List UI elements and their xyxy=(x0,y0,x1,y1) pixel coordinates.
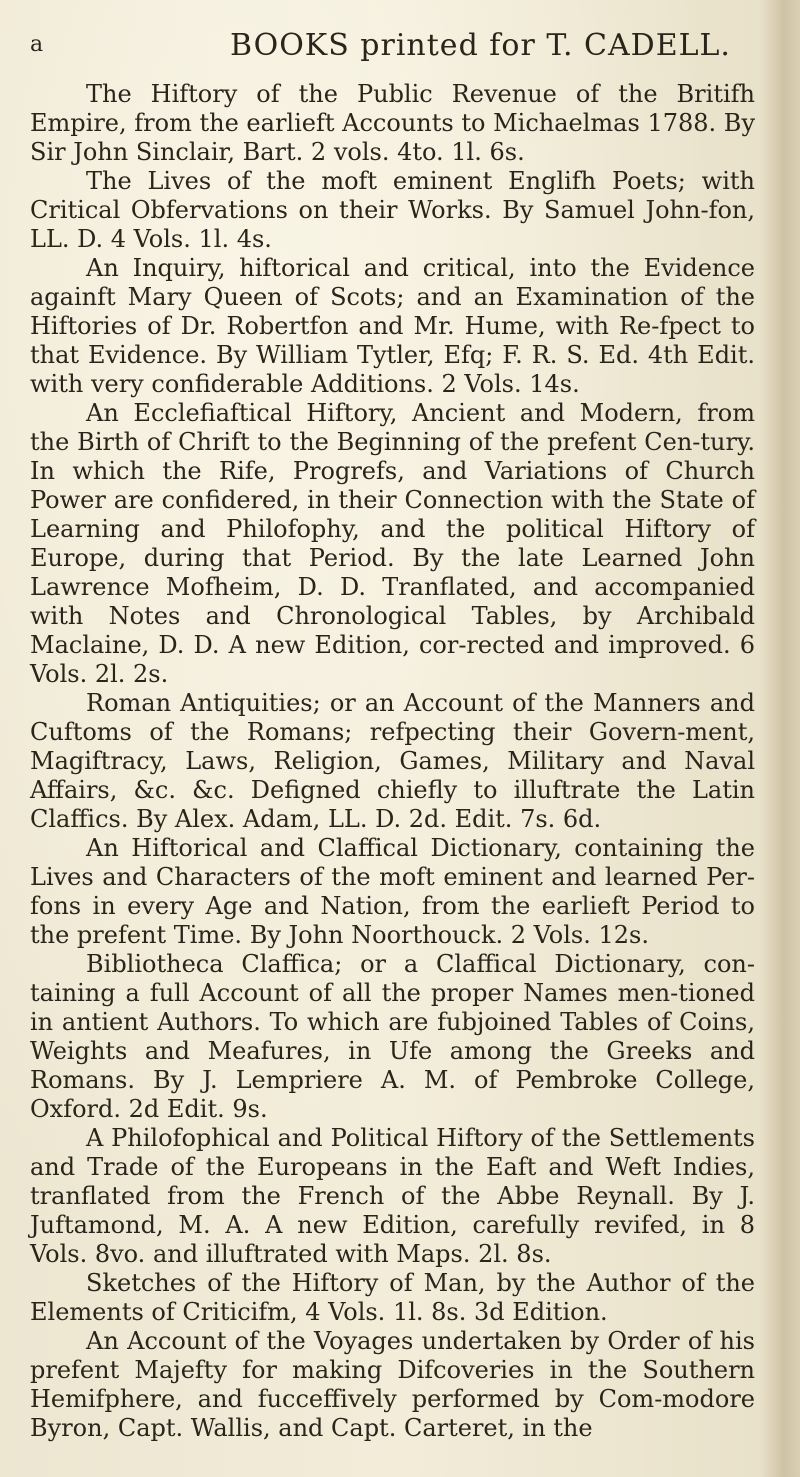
indent xyxy=(30,1327,86,1355)
entry-text: A Philofophical and Political Hiftory of the Settlements and Trade of the Europeans in the Eaft and Weft Indies, tranflated from the French of the Abbe Reynall. By J. Juftamond, M. A. A new Edition, carefully revifed, in 8 Vols. 8vo. and illuftrated with Maps. 2l. 8s. xyxy=(30,1124,755,1268)
indent xyxy=(30,80,86,108)
entry-text: An Hiftorical and Claffical Dictionary, containing the Lives and Characters of the moft eminent and learned Per-fons in every Age and Nation, from the earlieft Period to the prefent Time. By John Noorthouck. 2 Vols. 12s. xyxy=(30,834,755,949)
entry-text: Sketches of the Hiftory of Man, by the Author of the Elements of Criticifm, 4 Vols. 1l. 8s. 3d Edition. xyxy=(30,1269,755,1326)
indent xyxy=(30,1269,86,1297)
catalogue-entry xyxy=(30,80,755,167)
catalogue-entry xyxy=(30,399,755,689)
entry-text: An Inquiry, hiftorical and critical, into the Evidence againft Mary Queen of Scots; and an Examination of the Hiftories of Dr. Robertfon and Mr. Hume, with Re-fpect to that Evidence. By William Tytler, Efq; F. R. S. Ed. 4th Edit. with very confiderable Additions. 2 Vols. 14s. xyxy=(30,254,755,398)
entry-text: An Account of the Voyages undertaken by Order of his prefent Majefty for making Difcoveries in the Southern Hemifphere, and fucceffively performed by Com-modore Byron, Capt. Wallis, and Capt. Carteret, in the xyxy=(30,1327,755,1442)
indent xyxy=(30,254,86,282)
indent xyxy=(30,834,86,862)
page-edge-shadow xyxy=(760,0,800,1477)
entry-text: Bibliotheca Claffica; or a Claffical Dictionary, con-taining a full Account of all the proper Names men-tioned in antient Authors. To which are fubjoined Tables of Coins, Weights and Meafures, in Ufe among the Greeks and Romans. By J. Lempriere A. M. of Pembroke College, Oxford. 2d Edit. 9s. xyxy=(30,950,755,1123)
indent xyxy=(30,950,86,978)
catalogue-entry xyxy=(30,1124,755,1269)
signature-mark: a xyxy=(30,32,45,57)
entry-text: An Ecclefiaftical Hiftory, Ancient and Modern, from the Birth of Chrift to the Beginning of the prefent Cen-tury. In which the Rife, Progrefs, and Variations of Church Power are confidered, in their Connection with the State of Learning and Philofophy, and the political Hiftory of Europe, during that Period. By the late Learned John Lawrence Mofheim, D. D. Tranflated, and accompanied with Notes and Chronological Tables, by Archibald Maclaine, D. D. A new Edition, cor-rected and improved. 6 Vols. 2l. 2s. xyxy=(30,399,755,688)
catalogue-entry xyxy=(30,1269,755,1327)
catalogue-entry xyxy=(30,167,755,254)
catalogue-entry xyxy=(30,1327,755,1443)
indent xyxy=(30,689,86,717)
entry-text: Roman Antiquities; or an Account of the Manners and Cuftoms of the Romans; refpecting their Govern-ment, Magiftracy, Laws, Religion, Games, Military and Naval Affairs, &c. &c. Defigned chiefly to illuftrate the Latin Claffics. By Alex. Adam, LL. D. 2d. Edit. 7s. 6d. xyxy=(30,689,755,833)
catalogue-entry xyxy=(30,254,755,399)
indent xyxy=(30,399,86,427)
catalogue-entry xyxy=(30,689,755,834)
indent xyxy=(30,1124,86,1152)
page-header xyxy=(30,28,730,68)
page-title: BOOKS printed for T. CADELL. xyxy=(230,28,731,63)
entry-text: The Hiftory of the Public Revenue of the Britifh Empire, from the earlieft Accounts to Michaelmas 1788. By Sir John Sinclair, Bart. 2 vols. 4to. 1l. 6s. xyxy=(30,80,755,166)
indent xyxy=(30,167,86,195)
catalogue-text xyxy=(30,80,755,1443)
catalogue-entry xyxy=(30,950,755,1124)
catalogue-entry xyxy=(30,834,755,950)
entry-text: The Lives of the moft eminent Englifh Poets; with Critical Obfervations on their Works. By Samuel John-fon, LL. D. 4 Vols. 1l. 4s. xyxy=(30,167,755,253)
